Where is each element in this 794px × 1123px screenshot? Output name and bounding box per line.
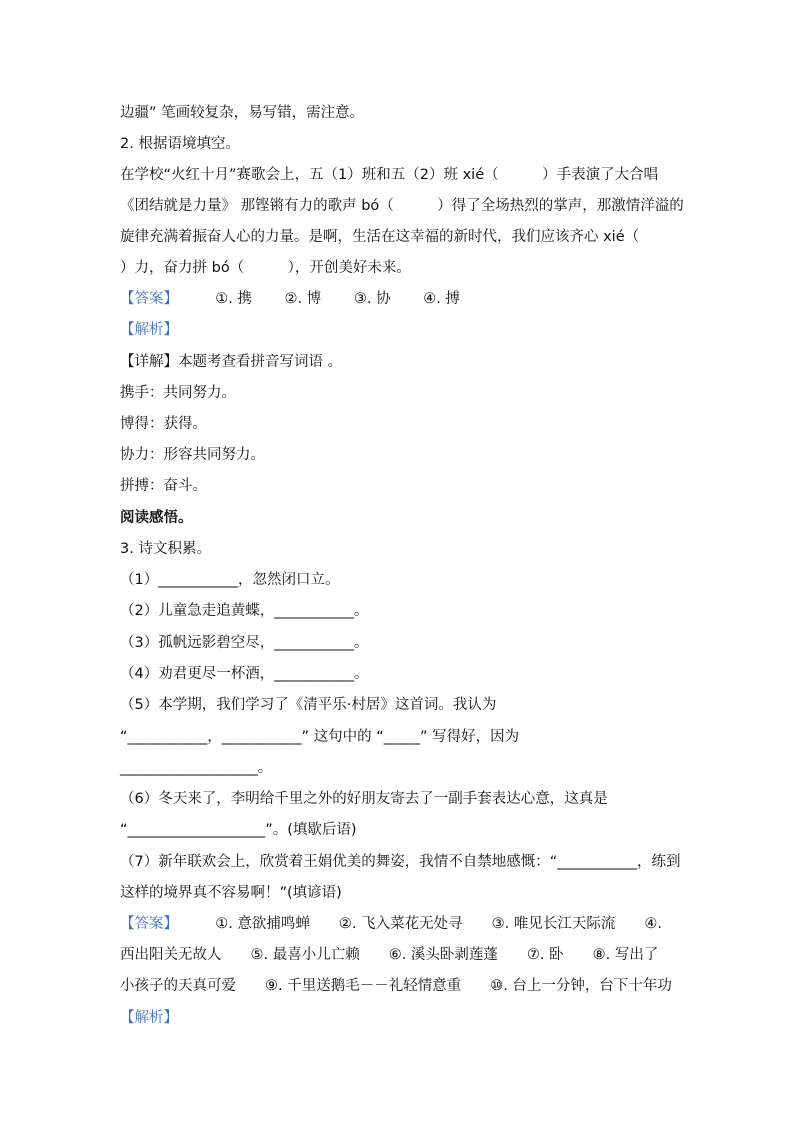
poem-blank: （4）劝君更尽一杯酒，___________。 bbox=[120, 666, 369, 682]
answer-text: ①. 意欲捕鸣蝉 ②. 飞入菜花无处寻 ③. 唯见长江天际流 ④. bbox=[215, 916, 662, 932]
analysis-label: 【解析】 bbox=[120, 322, 178, 338]
answer-item: ④. 搏 bbox=[423, 291, 460, 307]
definition-line: 携手：共同努力。 bbox=[120, 385, 236, 401]
poem-blank: （6）冬天来了，李明给千里之外的好朋友寄去了一副手套表达心意，这真是 bbox=[120, 791, 608, 807]
question-3-title: 3. 诗文积累。 bbox=[120, 541, 211, 557]
text-line: 旋律充满着振奋人心的力量。是啊，生活在这幸福的新时代，我们应该齐心 xié（ bbox=[120, 229, 640, 245]
definition-line: 博得：获得。 bbox=[120, 416, 207, 432]
answer-continuation: 西出阳关无故人 ⑤. 最喜小儿亡赖 ⑥. 溪头卧剥莲蓬 ⑦. 卧 ⑧. 写出了 bbox=[120, 947, 659, 963]
answer-label: 【答案】 bbox=[120, 916, 178, 932]
detail-label: 【详解】 bbox=[120, 354, 178, 370]
definition-line: 拼搏：奋斗。 bbox=[120, 478, 207, 494]
answer-label: 【答案】 bbox=[120, 291, 178, 307]
answer-line-1 bbox=[120, 289, 680, 309]
poem-blank: 这样的境界真不容易啊！”(填谚语) bbox=[120, 885, 342, 901]
text-line: ）力，奋力拼 bó（ ），开创美好未来。 bbox=[120, 260, 411, 276]
answer-item: ③. 协 bbox=[353, 291, 391, 307]
poem-blank: （7）新年联欢会上，欣赏着王娟优美的舞姿，我情不自禁地感慨：“___________，练到 bbox=[120, 854, 681, 870]
answer-item: ②. 博 bbox=[284, 291, 322, 307]
question-2-title: 2. 根据语境填空。 bbox=[120, 136, 240, 152]
poem-blank: （3）孤帆远影碧空尽，___________。 bbox=[120, 635, 369, 651]
poem-blank: （1）___________，忽然闭口立。 bbox=[120, 572, 340, 588]
detail-line bbox=[120, 352, 680, 372]
section-heading: 阅读感悟。 bbox=[120, 510, 193, 526]
analysis-label: 【解析】 bbox=[120, 1010, 178, 1026]
answer-line-2 bbox=[120, 914, 680, 934]
poem-blank: （5）本学期，我们学习了《清平乐·村居》这首词。我认为 bbox=[120, 697, 497, 713]
definition-line: 协力：形容共同努力。 bbox=[120, 447, 265, 463]
answer-item: ①. 携 bbox=[215, 291, 252, 307]
text-line: 《团结就是力量》 那铿锵有力的歌声 bó（ ）得了全场热烈的掌声，那激情洋溢的 bbox=[120, 198, 684, 214]
poem-blank: “___________，___________” 这句中的 “_____” 写得好，因为 bbox=[120, 729, 520, 745]
answer-continuation: 小孩子的天真可爱 ⑨. 千里送鹅毛－－礼轻情意重 ⑩. 台上一分钟，台下十年功 bbox=[120, 978, 672, 994]
text-line: 边疆” 笔画较复杂，易写错，需注意。 bbox=[120, 105, 365, 121]
detail-text: 本题考查看拼音写词语 。 bbox=[178, 354, 343, 370]
poem-blank: （2）儿童急走追黄蝶，___________。 bbox=[120, 603, 369, 619]
poem-blank: ___________________。 bbox=[120, 760, 273, 776]
poem-blank: “___________________”。(填歇后语) bbox=[120, 822, 357, 838]
text-line: 在学校“火红十月”赛歌会上，五（1）班和五（2）班 xié（ ）手表演了大合唱 bbox=[120, 167, 659, 183]
